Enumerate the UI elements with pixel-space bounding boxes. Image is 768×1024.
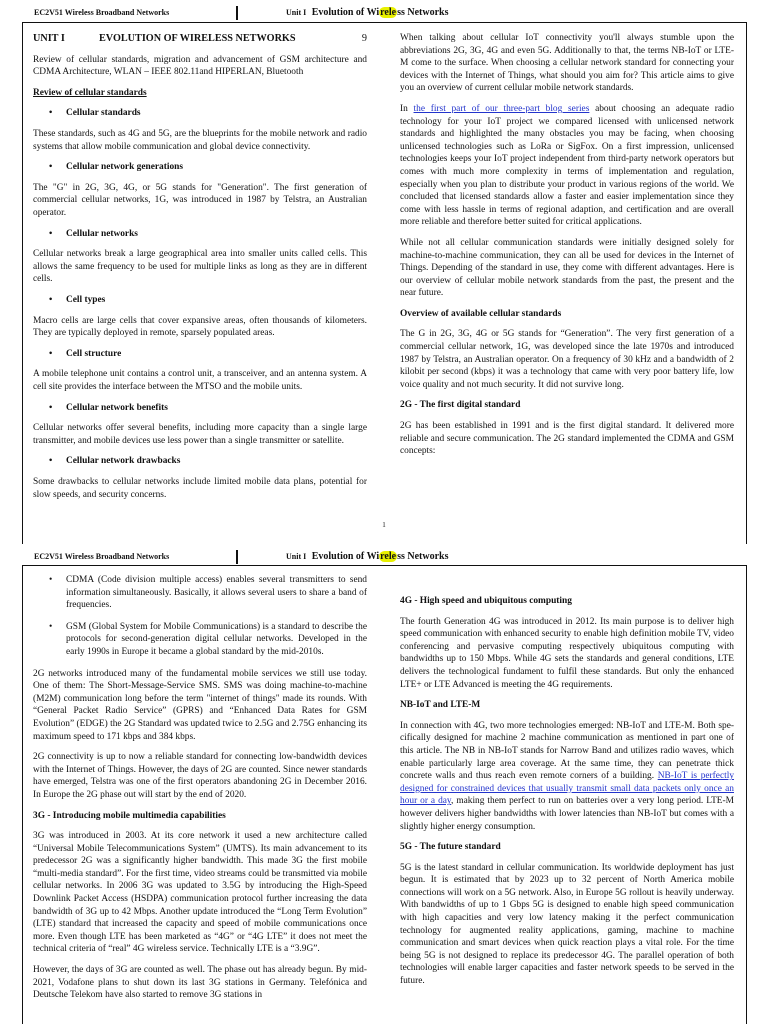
section-heading: • Cellular networks: [49, 228, 367, 241]
section-heading: • Cellular network drawbacks: [49, 455, 367, 468]
paragraph: 2G connectivity is up to now a reliable standard for connecting low-bandwidth devices with the Internet of Things. However, the days of 2G are counted. Since newer standards have emerged, Telstra was one of the first operators abandoning 2G in December 2016. In Europe the 2G phase out will start by the end of 2020.: [33, 752, 367, 800]
right-column: [400, 32, 734, 466]
unit-hours: 9: [361, 33, 367, 44]
section-text: A mobile telephone unit contains a control unit, a transceiver, and an antenna system. A cell site provides the interface between the MTSO and the mobile units.: [33, 369, 367, 392]
section-heading: 3G - Introducing mobile multimedia capabilities: [33, 810, 226, 821]
syllabus-intro: Review of cellular standards, migration and advancement of GSM architecture and CDMA Architecture, WLAN – IEEE 802.11and HIPERLAN, Bluetooth: [33, 54, 367, 78]
section-heading: NB-IoT and LTE-M: [400, 700, 481, 711]
review-heading: Review of cellular standards: [33, 87, 147, 98]
page-header: [0, 6, 768, 20]
header-divider: [236, 550, 238, 564]
course-code: EC2V51 Wireless Broadband Networks: [34, 552, 170, 561]
paragraph: The G in 2G, 3G, 4G or 5G stands for “Generation”. The very first generation of a commercial cellular network, 1G, was developed since the late 1970s and introduced 1987 by Telstra, an Australian operator. On a frequency of 30 kHz and a bandwidth of 2 kilobit per second (kbps) it was a technology that came with very poor battery life, low voice quality and not much security. It did not survive long.: [400, 329, 734, 390]
section-text: Some drawbacks to cellular networks include limited mobile data plans, potential for slow speeds, and security concerns.: [33, 476, 367, 500]
section-heading: Overview of available cellular standards: [400, 308, 562, 319]
section-text: These standards, such as 4G and 5G, are the blueprints for the mobile network and radio systems that allow mobile communication and global device connectivity.: [33, 129, 367, 152]
paragraph: In the first part of our three-part blog series about choosing an adequate radio technology for your IoT project we compared licensed with unlicensed network standards and highlighted the many obstacles you may be facing, when choosing unlicensed technologies such as LoRa or SigFox. On a first impression, unlicensed technologies keeps your IoT project independent from third-party network operators but comes with much more complexity in terms of implementation and regulation, especially when you plan to distribute your product in various regions of the world. We concluded that licensed standards allow a faster and easier implementation since they come with less hassle in terms of regional adaption, and certification and are overall more reliable and therefore better suited for critical applications.: [400, 103, 735, 228]
paragraph: 3G was introduced in 2003. At its core network it used a new architecture called “Universal Mobile Telecommunications System” (UMTS). Its main advancement to its predecessor 2G was a significantly higher bandwidth. This made 3G the first mobile “multi-media standard”. For the first time, video streams could be transmitted via mobile cellular networks. In 2006 3G was updated to 3.5G by introducing the High-Speed Downlink Packet Access (HSDPA) communication protocol further increasing the data bandwidth of 3G up to 42 Mbps. Another update introduced the “Long Term Evolution” (LTE) standard that increased the capacity and speed of mobile communications once more. Even though LTE has been marketed as “4G” or “4G LTE” it does not meet the technical criteria of “real” 4G wireless service. Technically LTE is a “3.9G”.: [33, 831, 367, 955]
header-title: Unit I Evolution of Wireless Networks: [286, 7, 449, 18]
header-title: Unit I Evolution of Wireless Networks: [286, 551, 449, 562]
section-heading: • Cellular standards: [49, 107, 367, 120]
document-page-2: [0, 544, 768, 1024]
section-heading: • Cell structure: [49, 348, 367, 361]
right-column: [400, 595, 734, 996]
section-heading: 2G - The first digital standard: [400, 400, 521, 411]
paragraph: In connection with 4G, two more technologies emerged: NB-IoT and LTE-M. Both spe-cifically designed for machine 2 machine communication as mentioned in part one of this article. The NB in NB-IoT stands for Narrow Band and utilizes radio waves, which enable particularly large area coverage. At the same time, they can penetrate thick concrete walls and thus reach even remote corners of a building. NB-IoT is perfectly designed for constrained devices that usually transmit small data packets only once an hour or a day, making them perfect to run on batteries over a very long period. LTE-M however delivers higher bandwidths with lower latencies than NB-IoT but comes with a slightly higher energy consumption.: [400, 720, 735, 832]
list-item: • CDMA (Code division multiple access) enables several transmitters to send information simultaneously. Basically, it allows several users to share a band of frequencies.: [33, 574, 367, 612]
left-column: [33, 32, 367, 509]
paragraph: 5G is the latest standard in cellular communication. Its worldwide deployment has just begun. It is estimated that by 2023 up to 32 percent of North America mobile connections will work on a 5G network. Also, in Europe 5G rollout is heavily underway. With bandwidths of up to 1 Gbps 5G is designed to enable high speed communication with high capacities and very low latency making it the perfect communication technology for augmented reality applications, gaming, machine to machine communication and smart devices when quick reaction plays a vital role. For the time being 5G is not designed to replace its predecessor 4G. The parallel operation of both technologies will enable larger capacities and faster network speeds to be served in the future.: [400, 862, 734, 987]
section-heading: 5G - The future standard: [400, 842, 501, 853]
section-text: The "G" in 2G, 3G, 4G, or 5G stands for "Generation". The first generation of commercial cellular networks, 1G, was introduced in 1987 by Telstra, an Australian operator.: [33, 182, 367, 219]
paragraph: 2G networks introduced many of the fundamental mobile services we still use today. One of them: The Short-Message-Service SMS. SMS was doing machine-to-machine (M2M) communication long before the term "internet of things" made its rounds. With “General Packet Radio Service” (GPRS) and “Enhanced Data Rates for GSM Evolution” (EDGE) the 2G Standard was updated twice to 2.5G and 2.75G enhancing its maximum speed to 171 kbps and 384 kbps.: [33, 668, 367, 742]
section-heading: • Cellular network benefits: [49, 402, 367, 415]
left-column: [33, 574, 367, 1010]
section-heading: 4G - High speed and ubiquitous computing: [400, 596, 572, 606]
unit-heading: UNIT I EVOLUTION OF WIRELESS NETWORKS 9: [33, 33, 367, 44]
paragraph: However, the days of 3G are counted as well. The phase out has already begun. By mid-2021, Vodafone plans to shut down its last 3G stations in Germany. Telefónica and Deutsche Telekom have also started to remove 3G stations in: [33, 965, 367, 1001]
paragraph: The fourth Generation 4G was introduced in 2012. Its main purpose is to deliver high speed communication with enhanced security to enable high definition mobile TV, video conferencing and pervasive computing respectively ubiquitous computing with bandwidths up to 150 Mbps. While 4G sets the standards and general conditions, LTE delivers the technological fundament to fulfil these standards. But only the enhanced LTE+ or LTE Advanced is meeting the 4G requirements.: [400, 616, 734, 690]
page-header: [0, 550, 768, 564]
course-code: EC2V51 Wireless Broadband Networks: [34, 8, 170, 17]
section-heading: • Cell types: [49, 294, 367, 307]
blog-series-link[interactable]: the first part of our three-part blog series: [413, 103, 590, 114]
highlighted-text: rele: [380, 551, 397, 562]
list-item: • GSM (Global System for Mobile Communications) is a standard to describe the protocols for second-generation digital cellular networks. Developed in the early 1990s in Europe it became a global standard by the mid-2010s.: [33, 621, 367, 659]
header-divider: [236, 6, 238, 20]
paragraph: When talking about cellular IoT connectivity you'll always stumble upon the abbreviations 2G, 3G, 4G and even 5G. Additionally to that, the terms NB-IoT or LTE-M come to the surface. When choosing a cellular network standard for connecting your devices with the Internet of Things, what should you aim for? This article aims to give you an overview of current cellular mobile network standards.: [400, 33, 734, 94]
section-text: Macro cells are large cells that cover expansive areas, often thousands of kilometers. They are typically deployed in remote, sparsely populated areas.: [33, 315, 367, 339]
paragraph: 2G has been established in 1991 and is the first digital standard. It delivered more reliable and secure communication. The 2G standard implemented the CDMA and GSM concepts:: [400, 421, 734, 457]
nb-iot-link[interactable]: NB-IoT is perfectly designed for constrained devices that usually transmit small data packets only once an hour or a day: [400, 771, 735, 807]
section-heading: • Cellular network generations: [49, 161, 367, 174]
section-text: Cellular networks break a large geographical area into smaller units called cells. This allows the same frequency to be used for multiple links as long as they are in different cells.: [33, 249, 367, 285]
section-text: Cellular networks offer several benefits, including more capacity than a single large transmitter, and mobile devices use less power than a single transmitter or satellite.: [33, 423, 367, 446]
page-number: 1: [382, 521, 386, 529]
highlighted-text: rele: [380, 7, 397, 18]
paragraph: While not all cellular communication standards were initially designed solely for machine-to-machine communication, they can all be used for devices in the Internet of Things. Depending of the standard in use, they come with different advantages. Here is our overview of cellular mobile network standards from the past, the present and the near future.: [400, 237, 734, 299]
